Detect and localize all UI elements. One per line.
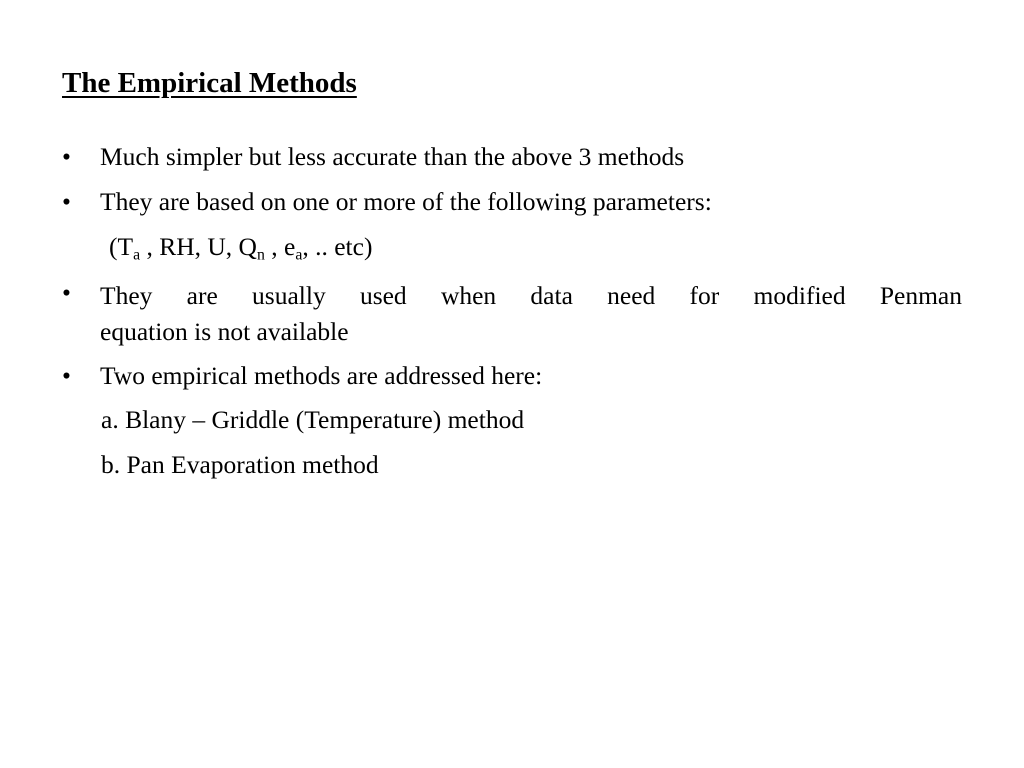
- bullet-text-line-2: equation is not available: [100, 317, 349, 346]
- method-item-a: a. Blany – Griddle (Temperature) method: [101, 405, 525, 434]
- param-ea-subscript: a: [295, 246, 303, 264]
- param-close: , .. etc): [302, 232, 373, 261]
- bullet-text-3: [100, 278, 962, 350]
- bullet-text: They are based on one or more of the following parameters:: [100, 187, 712, 216]
- bullet-marker: •: [62, 142, 71, 171]
- param-qn-subscript: n: [256, 246, 265, 264]
- param-ta-subscript: a: [133, 246, 141, 264]
- param-middle-2: , e: [264, 232, 296, 261]
- slide-title: The Empirical Methods: [62, 67, 357, 99]
- param-middle-1: , RH, U, Q: [140, 232, 257, 261]
- bullet-marker: •: [62, 278, 71, 307]
- param-open: (T: [109, 232, 134, 261]
- method-item-b: b. Pan Evaporation method: [101, 450, 379, 479]
- bullet-marker: •: [62, 361, 71, 390]
- bullet-text: Two empirical methods are addressed here:: [100, 361, 543, 390]
- bullet-marker: •: [62, 187, 71, 216]
- bullet-text-line-1: They are usually used when data need for modified Penman: [100, 281, 962, 310]
- bullet-text: Much simpler but less accurate than the above 3 methods: [100, 142, 685, 171]
- parameter-list: [109, 232, 372, 263]
